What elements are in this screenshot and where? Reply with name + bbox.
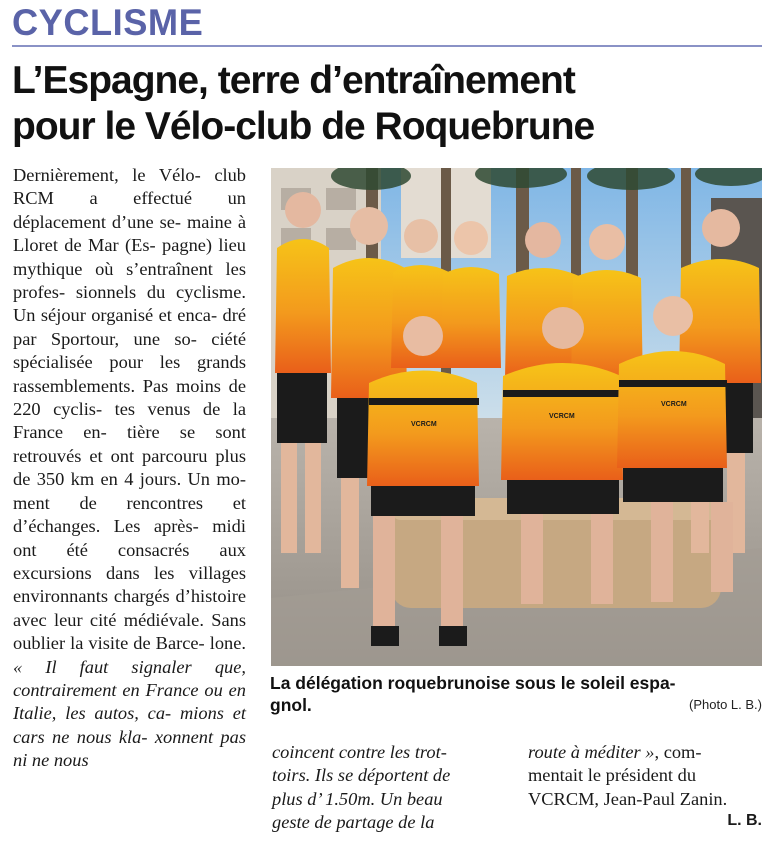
article-column-3 bbox=[528, 741, 762, 811]
body-line: maine à Lloret de Mar (Es- bbox=[13, 211, 246, 256]
body-line: route à méditer », com- bbox=[528, 742, 702, 762]
body-line: coincent contre les trot- bbox=[272, 742, 447, 762]
body-line: geste de partage de la bbox=[272, 812, 435, 833]
quote-line: contrairement en France bbox=[13, 679, 199, 700]
body-line: plus d’ 1.50m. Un beau bbox=[272, 788, 443, 809]
team-photo bbox=[271, 168, 762, 666]
body-line: Pas moins de 220 cyclis- bbox=[13, 375, 246, 420]
team-photo-illustration bbox=[271, 168, 762, 666]
quote-line: mions et cars ne nous kla- bbox=[13, 703, 246, 747]
body-line: ment de rencontres et bbox=[13, 492, 246, 513]
body-line: midi ont été consacrés bbox=[13, 516, 246, 560]
jersey-logo-text: VCRCM bbox=[549, 413, 575, 420]
photo-caption: La délégation roquebrunoise sous le soleil espa- gnol. bbox=[270, 673, 676, 715]
body-line: villages environnants bbox=[13, 562, 246, 607]
jersey-logo-text: VCRCM bbox=[411, 421, 437, 428]
body-line: séjour organisé et enca- bbox=[40, 305, 218, 326]
article-column-1 bbox=[13, 164, 246, 773]
headline-line-2: pour le Vélo-club de Roquebrune bbox=[12, 105, 595, 148]
section-rubric: CYCLISME bbox=[12, 2, 204, 43]
rubric-divider bbox=[12, 45, 762, 47]
body-line: 350 km en 4 jours. Un mo- bbox=[36, 469, 246, 490]
body-line: VCRCM, Jean-Paul Zanin. bbox=[528, 788, 728, 809]
body-line: s’entraînent les profes- bbox=[13, 258, 246, 303]
body-line: club RCM a effectué un bbox=[13, 165, 246, 209]
body-line: d’échanges. Les après- bbox=[13, 516, 199, 537]
headline bbox=[12, 58, 767, 150]
article-column-2 bbox=[272, 741, 506, 835]
jersey-logo-text: VCRCM bbox=[661, 401, 687, 408]
body-line: tes venus de la France en- bbox=[13, 399, 246, 443]
body-line: pagne) lieu mythique où bbox=[13, 235, 246, 279]
body-line: Dernièrement, le Vélo- bbox=[13, 165, 201, 185]
body-line: déplacement d’une se- bbox=[13, 211, 182, 232]
body-line: ciété spécialisée pour les bbox=[13, 328, 246, 373]
body-paragraph bbox=[13, 164, 246, 773]
body-line: aux excursions dans les bbox=[13, 539, 246, 583]
body-line: grands rassemblements. bbox=[13, 352, 246, 396]
body-line: ont parcouru plus de bbox=[13, 445, 246, 490]
body-line: lone. bbox=[209, 633, 246, 654]
photo-credit: (Photo L. B.) bbox=[689, 697, 762, 712]
body-line: tière se sont retrouvés et bbox=[13, 422, 246, 466]
body-line: mentait le président du bbox=[528, 765, 697, 786]
headline-line-1: L’Espagne, terre d’entraînement bbox=[12, 59, 575, 102]
author-signature: L. B. bbox=[727, 812, 762, 829]
body-line: leur cité médiévale. Sans bbox=[54, 609, 246, 630]
quote-line: xonnent pas ni ne nous bbox=[13, 726, 246, 771]
body-line: chargés d’histoire avec bbox=[13, 586, 246, 630]
quote-line: « Il faut signaler que, bbox=[13, 656, 246, 677]
body-line: dré par Sportour, une so- bbox=[13, 305, 246, 349]
body-line: toirs. Ils se déportent de bbox=[272, 765, 451, 786]
body-line: sionnels du cyclisme. Un bbox=[13, 282, 246, 326]
quote-line: ou en Italie, les autos, ca- bbox=[13, 679, 246, 724]
body-line: oublier la visite de Barce- bbox=[13, 633, 205, 654]
